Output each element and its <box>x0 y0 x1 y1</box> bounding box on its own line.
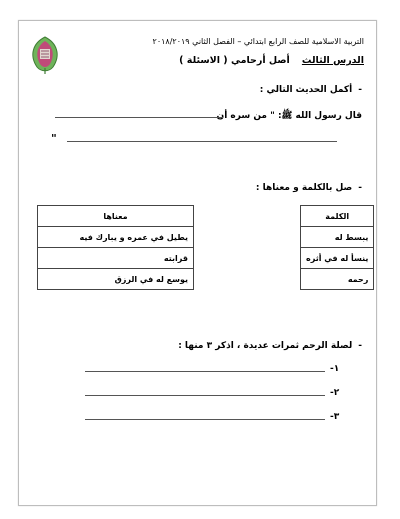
answer-line-2[interactable] <box>67 141 337 142</box>
closing-quote: " <box>51 132 57 145</box>
fruit-answer-line-1[interactable] <box>85 371 325 372</box>
answer-line-1[interactable] <box>55 117 223 118</box>
word-item[interactable]: رحمه <box>301 269 374 290</box>
meaning-item[interactable]: يوسع له في الرزق <box>38 269 194 290</box>
meaning-item[interactable]: يطيل في عمره و يبارك فيه <box>38 227 194 248</box>
meanings-header: معناها <box>38 206 194 227</box>
item-number-3: -٣ <box>330 412 340 422</box>
lesson-label: الدرس الثالث <box>301 55 364 66</box>
lesson-title-line <box>179 55 364 66</box>
item-number-1: -١ <box>330 364 340 374</box>
fruit-answer-line-2[interactable] <box>85 395 325 396</box>
meanings-table <box>37 205 194 290</box>
meaning-item[interactable]: قرابته <box>38 248 194 269</box>
word-item[interactable]: يبسط له <box>301 227 374 248</box>
question-1-heading: -أكمل الحديث التالي : <box>259 85 362 95</box>
words-table <box>300 205 374 290</box>
word-item[interactable]: ينسأ له في أثره <box>301 248 374 269</box>
fruit-answer-line-3[interactable] <box>85 419 325 420</box>
question-3-heading: -لصلة الرحم ثمرات عديدة ، اذكر ٣ منها : <box>178 341 362 351</box>
words-header: الكلمة <box>301 206 374 227</box>
worksheet-page <box>18 20 377 506</box>
lesson-title: أصل أرحامي ( الاسئلة ) <box>179 55 290 66</box>
header-subtitle: التربية الاسلامية للصف الرابع ابتدائي – الفصل الثاني ٢٠١٨/٢٠١٩ <box>152 37 364 46</box>
question-2-heading: -صل بالكلمة و معناها : <box>255 183 362 193</box>
item-number-2: -٢ <box>330 388 340 398</box>
hadith-start: قال رسول الله ﷺ: " من سره أن <box>216 111 362 121</box>
leaf-logo-icon <box>27 35 63 75</box>
